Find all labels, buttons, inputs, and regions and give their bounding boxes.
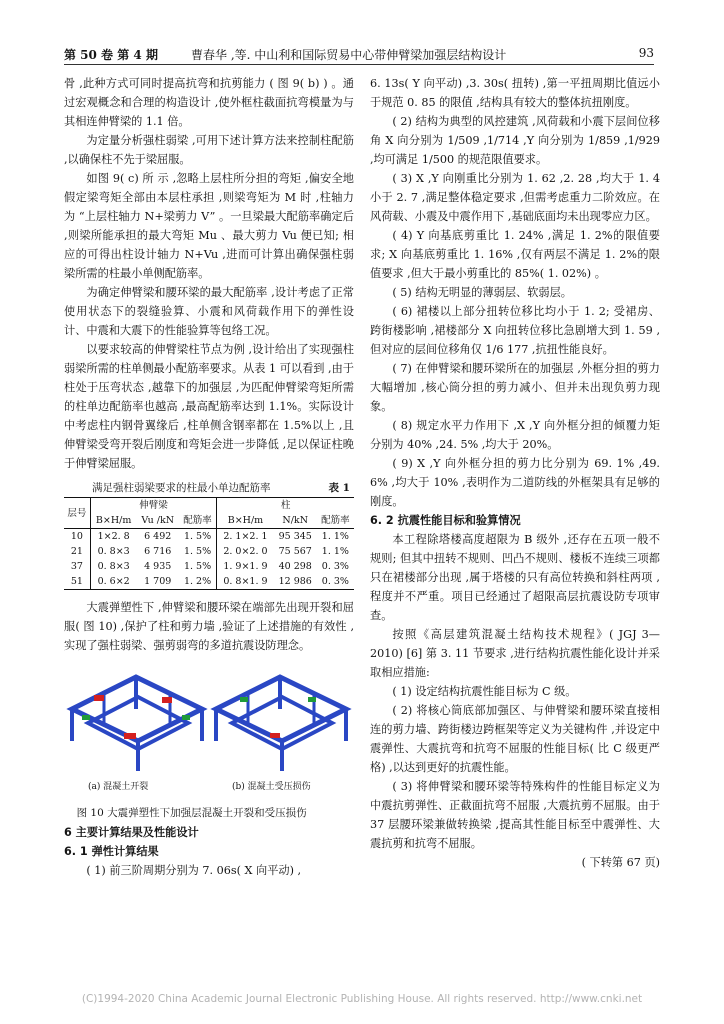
table-subheader: B×H/m <box>217 513 274 529</box>
paragraph: ( 1) 设定结构抗震性能目标为 C 级。 <box>392 685 577 698</box>
table-row <box>64 559 354 574</box>
paragraph: ( 3) 将伸臂梁和腰环梁等特殊构件的性能目标定义为中震抗剪弹性、正截面抗弯不屈服 ,大震抗剪不屈服。由于 37 层腰环梁兼做转换梁 ,提高其性能目标至中震弹性、大震抗剪和抗弯不屈服。 <box>370 780 660 850</box>
table-cell: 21 <box>70 546 83 557</box>
paragraph: ( 4) Y 向基底剪重比 1. 24% ,满足 1. 2%的限值要求; X 向基底剪重比 1. 16% ,仅有两层不满足 1. 2%的限值要求 ,但大于最小剪重比的 85%( 1. 02%) 。 <box>370 229 660 280</box>
table-cell: 1. 2% <box>179 574 217 590</box>
table-cell: 1. 5% <box>183 546 212 557</box>
table-cell: 12 986 <box>274 574 317 590</box>
table-cell: 1. 1% <box>321 531 349 542</box>
table-cell: 1 709 <box>137 574 179 590</box>
table-cell: 4 935 <box>144 561 172 572</box>
frame-compression-damage-model <box>216 677 346 771</box>
table-cell: 95 345 <box>278 531 312 542</box>
paragraph: 本工程除塔楼高度超限为 B 级外 ,还存在五项一般不规则; 但其中扭转不规则、凹凸不规则、楼板不连续三项都只在裙楼部分出现 ,属于塔楼的只有高位转换和斜柱两项 ,程度并不严重。项目已经通过了超限高层抗震设防专项审查。 <box>370 533 660 622</box>
table-subheader: N/kN <box>274 513 317 529</box>
paragraph: ( 2) 结构为典型的风控建筑 ,风荷载和小震下层间位移角 X 向分别为 1/509 ,1/714 ,Y 向分别为 1/859 ,1/929 ,均可满足 1/500 的规范限值要求。 <box>370 115 660 166</box>
paragraph: 为定量分析强柱弱梁 ,可用下述计算方法来控制柱配筋 ,以确保柱不先于梁屈服。 <box>64 134 354 166</box>
continued-note: ( 下转第 67 页) <box>581 856 660 869</box>
table-cell: 0. 6×2 <box>90 574 136 590</box>
table-header-row <box>64 498 354 514</box>
table-row <box>64 544 354 559</box>
table-cell: 1. 5% <box>183 531 212 542</box>
frame-cracking-model <box>72 677 202 771</box>
paragraph: ( 3) X ,Y 向刚重比分别为 1. 62 ,2. 28 ,均大于 1. 4 小于 2. 7 ,满足整体稳定要求 ,但需考虑重力二阶效应。在风荷载、小震及中震作用下 ,基础底面均未出现零应力区。 <box>370 172 660 223</box>
table-cell: 0. 8×1. 9 <box>217 574 274 590</box>
paragraph: 6. 13s( Y 向平动) ,3. 30s( 扭转) ,第一平扭周期比值远小于规范 0. 85 的限值 ,结构具有较大的整体抗扭刚度。 <box>370 77 660 109</box>
running-title: 曹春华 ,等. 中山利和国际贸易中心带伸臂梁加强层结构设计 <box>191 48 507 62</box>
table-cell: 2. 1×2. 1 <box>217 529 274 545</box>
table-cell: 0. 3% <box>317 574 354 590</box>
table-subheader: 配筋率 <box>179 513 217 529</box>
figure-10 <box>64 667 354 800</box>
paragraph: ( 9) X ,Y 向外框分担的剪力比分别为 69. 1% ,49. 6% ,均大于 10% ,表明作为二道防线的外框架具有足够的刚度。 <box>370 457 660 508</box>
table-title: 满足强柱弱梁要求的柱最小单边配筋率 <box>92 482 271 494</box>
table-number: 表 1 <box>328 482 350 494</box>
page-header <box>64 40 654 60</box>
section-heading: 6 主要计算结果及性能设计 <box>64 826 199 839</box>
table-row <box>64 574 354 590</box>
subsection-heading: 6. 2 抗震性能目标和验算情况 <box>370 514 521 527</box>
paragraph: ( 6) 裙楼以上部分扭转位移比均小于 1. 2; 受裙房、跨街楼影响 ,裙楼部分 X 向扭转位移比急剧增大到 1. 59 ,但对应的层间位移角仅 1/6 177 ,抗扭性能良好。 <box>370 305 660 356</box>
table-cell: 6 716 <box>144 546 172 557</box>
copyright-footer: (C)1994-2020 China Academic Journal Electronic Publishing House. All rights reserved. http://www.cnki.net <box>81 993 643 1005</box>
table-cell: 0. 3% <box>321 561 349 572</box>
table-header-column: 柱 <box>217 498 354 514</box>
table-cell: 6 492 <box>144 531 172 542</box>
left-column <box>64 74 354 880</box>
table-caption <box>64 479 354 495</box>
table-cell: 1. 5% <box>183 561 212 572</box>
paragraph: ( 1) 前三阶周期分别为 7. 06s( X 向平动) , <box>86 864 302 877</box>
table-cell: 10 <box>70 531 83 542</box>
table-cell: 1. 1% <box>321 546 349 557</box>
table-subheader-row <box>64 513 354 529</box>
subsection-heading: 6. 1 弹性计算结果 <box>64 845 159 858</box>
reinforcement-table <box>64 497 354 590</box>
paragraph: ( 8) 规定水平力作用下 ,X ,Y 向外框分担的倾覆力矩分别为 40% ,24. 5% ,均大于 20%。 <box>370 419 660 451</box>
table-header-beam: 伸臂梁 <box>90 498 216 514</box>
paragraph: ( 5) 结构无明显的薄弱层、软弱层。 <box>392 286 572 299</box>
figure-caption: 图 10 大震弹塑性下加强层混凝土开裂和受压损伤 <box>76 807 307 819</box>
right-column <box>370 74 660 872</box>
table-subheader: 配筋率 <box>317 513 354 529</box>
structure-damage-figure <box>64 667 354 777</box>
table-cell: 40 298 <box>278 561 312 572</box>
table-cell: 75 567 <box>278 546 312 557</box>
paragraph: 为确定伸臂梁和腰环梁的最大配筋率 ,设计考虑了正常使用状态下的裂缝验算、小震和风荷载作用下的弹性设计、中震和大震下的性能验算等包络工况。 <box>64 286 354 337</box>
page-number: 93 <box>638 46 654 60</box>
table-cell: 1×2. 8 <box>90 529 136 545</box>
subfigure-a-label: (a) 混凝土开裂 <box>88 782 149 792</box>
paragraph: 骨 ,此种方式可同时提高抗弯和抗剪能力 ( 图 9( b) ) 。通过宏观概念和合理的构造设计 ,使外框柱截面抗弯模量为与其相连伸臂梁的 1.1 倍。 <box>64 77 354 128</box>
table-cell: 51 <box>64 574 90 590</box>
paragraph: 按照《高层建筑混凝土结构技术规程》( JGJ 3—2010) [6] 第 3. 11 节要求 ,进行结构抗震性能化设计并采取相应措施: <box>370 628 660 679</box>
table-cell: 37 <box>70 561 83 572</box>
paragraph: ( 2) 将核心筒底部加强区、与伸臂梁和腰环梁直接相连的剪力墙、跨街楼边跨框架等定义为关键构件 ,并设定中震弹性、大震抗弯和抗弯不屈服的性能目标( 比 C 级更严格) ,以达到更好的抗震性能。 <box>370 704 660 774</box>
table-subheader: Vu /kN <box>137 513 179 529</box>
table-cell: 1. 9×1. 9 <box>217 559 274 574</box>
subfigure-b-label: (b) 混凝土受压损伤 <box>232 782 311 792</box>
header-rule <box>64 64 654 65</box>
paragraph: 以要求较高的伸臂梁柱节点为例 ,设计给出了实现强柱弱梁所需的柱单侧最小配筋率要求。从表 1 可以看到 ,由于柱处于压弯状态 ,越靠下的加强层 ,为匹配伸臂梁弯矩所需的柱单边配筋率也越高 ,最高配筋率达到 1.1%。实际设计中考虑柱内钢骨翼缘后 ,柱单侧含钢率都在 1.5%以上 ,且伸臂梁受弯开裂后刚度和弯矩会进一步降低 ,足以保证柱晚于伸臂梁屈服。 <box>64 343 354 470</box>
table-cell: 0. 8×3 <box>90 544 136 559</box>
table-cell: 0. 8×3 <box>90 559 136 574</box>
paragraph: 如图 9( c) 所 示 ,忽略上层柱所分担的弯矩 ,偏安全地假定梁弯矩全部由本层柱承担 ,则梁弯矩为 M 时 ,柱轴力为 “上层柱轴力 N+梁剪力 V” 。一旦梁最大配筋率确定后 ,则梁所能承担的最大弯矩 Mu 、最大剪力 Vu 便已知; 相应的可得出柱设计轴力 N+Vu ,进而可计算出确保强柱弱梁所需的柱最小单侧配筋率。 <box>64 172 354 280</box>
journal-volume: 第 50 卷 第 4 期 <box>64 48 158 62</box>
paragraph: 大震弹塑性下 ,伸臂梁和腰环梁在端部先出现开裂和屈服( 图 10) ,保护了柱和剪力墙 ,验证了上述措施的有效性 ,实现了强柱弱梁、强剪弱弯的多道抗震设防理念。 <box>64 601 354 652</box>
paragraph: ( 7) 在伸臂梁和腰环梁所在的加强层 ,外框分担的剪力大幅增加 ,核心筒分担的剪力减小、但并未出现负剪力现象。 <box>370 362 660 413</box>
table-cell: 2. 0×2. 0 <box>217 544 274 559</box>
table-subheader: B×H/m <box>90 513 136 529</box>
table-row <box>64 529 354 545</box>
table-header-floor: 层号 <box>64 498 90 529</box>
